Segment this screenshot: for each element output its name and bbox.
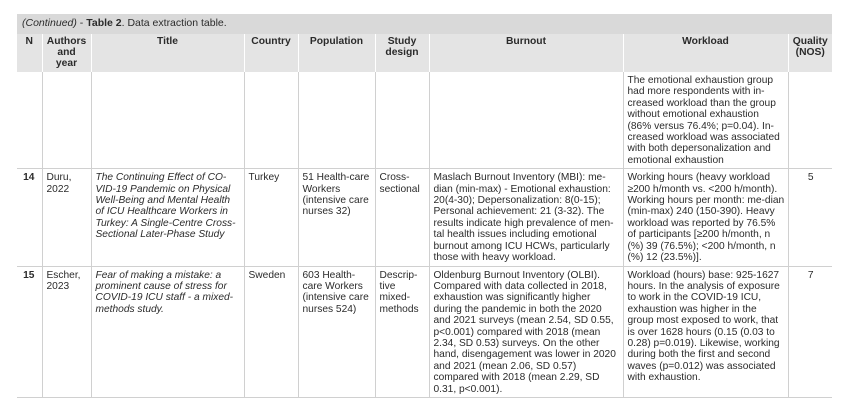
cell-authors: Duru, 2022	[42, 169, 91, 266]
header-n: N	[17, 34, 42, 72]
cell-workload: Working hours (heavy workload ≥200 h/month vs. <200 h/month). Working hours per month: me-dian (min-max) 240 (150-390). Heavy workload was reported by 76.5% of participants [≥200 h/month, n (%) 39 (76.5%); <200 h/month, n (%) 12 (23.5%)].	[623, 169, 788, 266]
cell-population: 51 Health-care Workers (intensive care nurses 32)	[298, 169, 375, 266]
cell-quality: 5	[788, 169, 832, 266]
header-country: Country	[244, 34, 298, 72]
cell-quality: 7	[788, 266, 832, 397]
cell-burnout: Oldenburg Burnout Inventory (OLBI). Compared with data collected in 2018, exhaustion was significantly higher during the pandemic in both the 2020 and 2021 surveys (mean 2.54, SD 0.55, p<0.001) compared with 2018 (mean 2.34, SD 0.53) surveys. On the other hand, disengagement was lower in 2020 and 2021 (mean 2.06, SD 0.57) compared with 2018 (mean 2.29, SD 0.31, p<0.001).	[429, 266, 623, 397]
header-workload: Workload	[623, 34, 788, 72]
caption-text: . Data extraction table.	[121, 17, 227, 29]
cell-burnout	[429, 72, 623, 169]
cell-design: Descrip-tive mixed-methods	[375, 266, 429, 397]
cell-design: Cross-sectional	[375, 169, 429, 266]
cell-n: 15	[17, 266, 42, 397]
cell-title	[91, 72, 244, 169]
header-burnout: Burnout	[429, 34, 623, 72]
cell-title: The Continuing Effect of CO-VID-19 Pandemic on Physical Well-Being and Mental Health of ICU Healthcare Workers in Turkey: A Single-Centre Cross-Sectional Later-Phase Study	[91, 169, 244, 266]
header-authors: Authors and year	[42, 34, 91, 72]
table-row	[17, 72, 832, 169]
cell-quality	[788, 72, 832, 169]
cell-population	[298, 72, 375, 169]
cell-workload: The emotional exhaustion group had more respondents with in-creased workload than the group without emotional exhaustion (86% versus 76.4%; p=0.04). In-creased workload was associated with both depersonalization and emotional exhaustion	[623, 72, 788, 169]
header-row	[17, 34, 832, 72]
table-row	[17, 266, 832, 397]
header-title: Title	[91, 34, 244, 72]
cell-burnout: Maslach Burnout Inventory (MBI): me-dian (min-max) - Emotional exhaustion: 20(4-30); Depersonalization: 8(0-15); Personal achievement: 21 (3-32). The results indicate high prevalence of men-tal health issues including emotional burnout among ICU HCWs, particularly those with heavy workload.	[429, 169, 623, 266]
table-row	[17, 169, 832, 266]
cell-authors	[42, 72, 91, 169]
data-extraction-table	[17, 34, 832, 398]
caption-separator: -	[76, 17, 87, 29]
cell-country: Sweden	[244, 266, 298, 397]
cell-design	[375, 72, 429, 169]
table-container	[17, 14, 832, 398]
header-quality: Quality (NOS)	[788, 34, 832, 72]
cell-n: 14	[17, 169, 42, 266]
header-population: Population	[298, 34, 375, 72]
cell-population: 603 Health-care Workers (intensive care nurses 524)	[298, 266, 375, 397]
caption-table-label: Table 2	[86, 17, 122, 29]
cell-authors: Escher, 2023	[42, 266, 91, 397]
header-design: Study design	[375, 34, 429, 72]
cell-workload: Workload (hours) base: 925-1627 hours. In the analysis of exposure to work in the COVID-19 ICU, exhaustion was higher in the group most exposed to work, that is over 1628 hours (0.15 (0.03 to 0.28) p=0.019). Likewise, working during both the first and second waves (p=0.012) was associated with exhaustion.	[623, 266, 788, 397]
caption-continued: (Continued)	[22, 17, 77, 29]
table-caption	[17, 14, 832, 34]
cell-title: Fear of making a mistake: a prominent cause of stress for COVID-19 ICU staff - a mixed-methods study.	[91, 266, 244, 397]
cell-country	[244, 72, 298, 169]
cell-n	[17, 72, 42, 169]
cell-country: Turkey	[244, 169, 298, 266]
